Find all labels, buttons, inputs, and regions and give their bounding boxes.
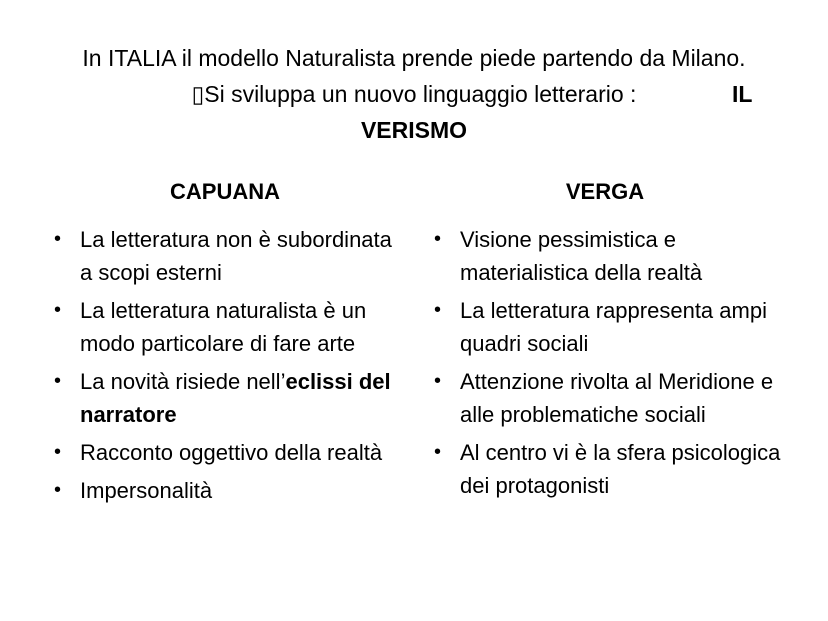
verga-list [430,223,800,502]
title-line-2-text: ▯Si sviluppa un nuovo linguaggio letterario : [191,81,637,107]
bullet-icon: • [54,228,62,250]
list-item [50,436,400,469]
list-item-text: Al centro vi è la sfera psicologica dei protagonisti [460,440,781,498]
list-item-text: Attenzione rivolta al Meridione e alle problematiche sociali [460,369,774,427]
list-item [50,294,400,360]
bullet-icon: • [434,370,442,392]
list-item [50,474,400,507]
list-item-bold-text: eclissi del narratore [80,369,391,427]
title-line-3: VERISMO [360,117,468,143]
bullet-icon: • [54,479,62,501]
capuana-heading: CAPUANA [170,179,280,204]
bullet-icon: • [434,228,442,250]
verga-heading: VERGA [565,179,645,204]
list-item-text: Impersonalità [80,478,213,503]
bullet-icon: • [54,441,62,463]
slide-title [20,40,808,148]
verga-column [430,175,800,507]
list-item [430,436,800,502]
list-item-text: La letteratura non è subordinata a scopi esterni [80,227,392,285]
list-item-text: La letteratura naturalista è un modo particolare di fare arte [80,298,367,356]
bullet-icon: • [54,370,62,392]
bullet-icon: • [54,299,62,321]
title-line-2 [20,76,808,112]
list-item [430,223,800,289]
list-item [430,365,800,431]
list-item [50,365,400,431]
bullet-icon: • [434,441,442,463]
list-item [430,294,800,360]
title-line-1: In ITALIA il modello Naturalista prende piede partendo da Milano. [82,45,746,71]
list-item-text: La novità risiede nell’ [80,369,286,394]
title-line-2-bold: IL [732,81,753,107]
capuana-column [50,175,400,512]
list-item [50,223,400,289]
capuana-list [50,223,400,507]
bullet-icon: • [434,299,442,321]
list-item-text: La letteratura rappresenta ampi quadri sociali [460,298,767,356]
list-item-text: Visione pessimistica e materialistica della realtà [460,227,703,285]
list-item-text: Racconto oggettivo della realtà [80,440,383,465]
